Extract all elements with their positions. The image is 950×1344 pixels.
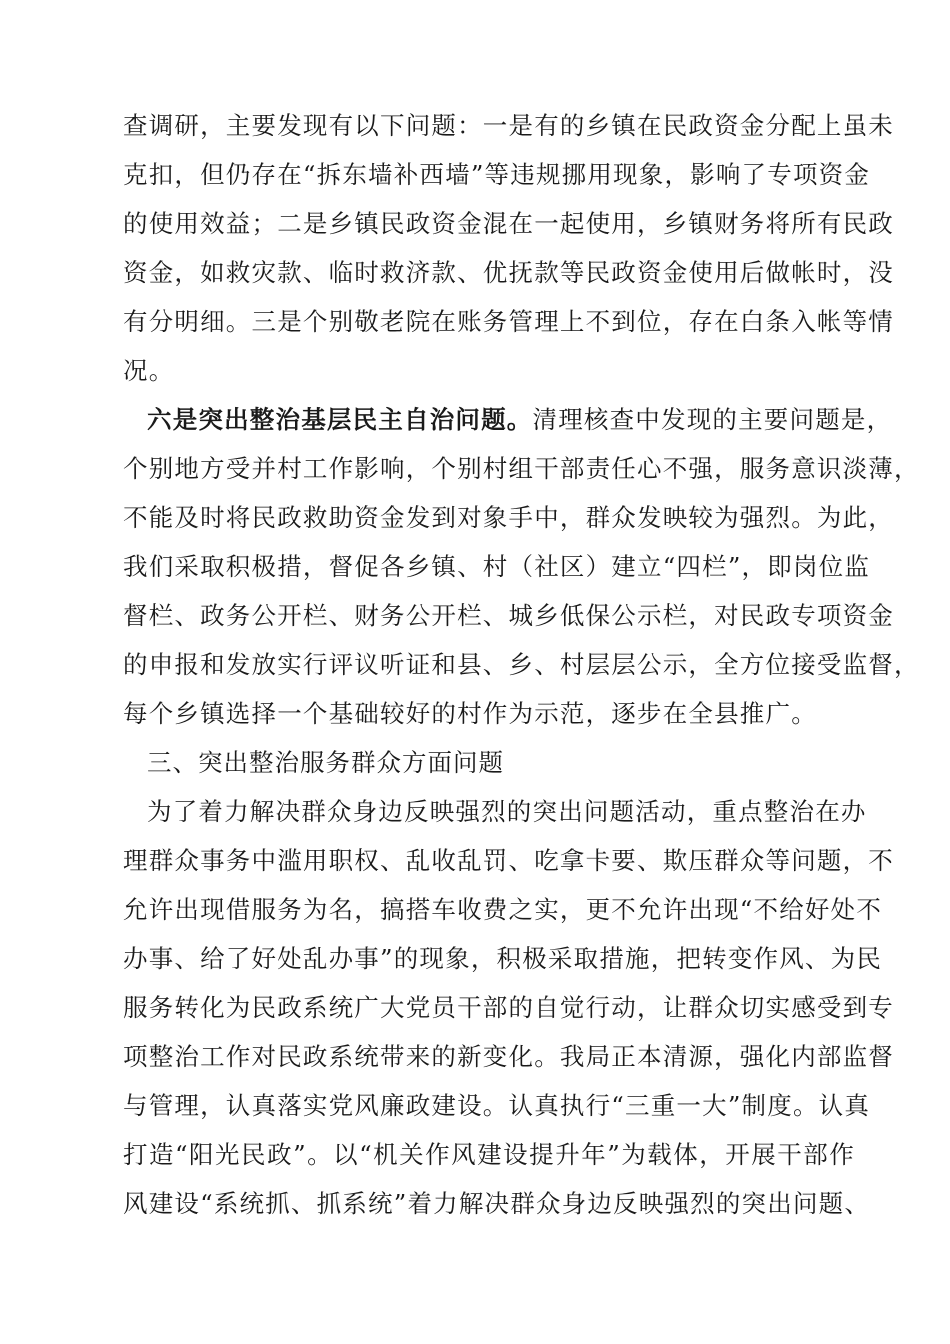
paragraph-3-line-9: 风建设“系统抓、抓系统”着力解决群众身边反映强烈的突出问题、 — [123, 1189, 871, 1218]
paragraph-3-line-4: 办事、给了好处乱办事”的现象，积极采取措施，把转变作风、为民 — [123, 944, 883, 973]
paragraph-1-line-5: 有分明细。三是个别敬老院在账务管理上不到位，存在白条入帐等情 — [123, 307, 894, 336]
document-body — [123, 101, 920, 1228]
section-heading-3: 三、突出整治服务群众方面问题 — [147, 748, 504, 777]
paragraph-2-line-3: 不能及时将民政救助资金发到对象手中，群众发映较为强烈。为此， — [123, 503, 894, 532]
paragraph-3-line-8: 打造“阳光民政”。以“机关作风建设提升年”为载体，开展干部作 — [123, 1140, 855, 1169]
paragraph-1-line-2: 克扣，但仍存在“拆东墙补西墙”等违规挪用现象，影响了专项资金 — [123, 160, 871, 189]
paragraph-3-line-7: 与管理，认真落实党风廉政建设。认真执行“三重一大”制度。认真 — [123, 1091, 871, 1120]
paragraph-3-line-6: 项整治工作对民政系统带来的新变化。我局正本清源，强化内部监督 — [123, 1042, 894, 1071]
paragraph-3-line-1: 为了着力解决群众身边反映强烈的突出问题活动，重点整治在办 — [147, 797, 867, 826]
paragraph-2-first-rest: 清理核查中发现的主要问题是， — [532, 405, 893, 434]
paragraph-2-line-1 — [123, 395, 893, 444]
paragraph-1-line-3: 的使用效益；二是乡镇民政资金混在一起使用，乡镇财务将所有民政 — [123, 209, 894, 238]
paragraph-2-line-2: 个别地方受并村工作影响，个别村组干部责任心不强，服务意识淡薄， — [123, 454, 920, 483]
paragraph-3-line-3: 允许出现借服务为名，搞搭车收费之实，更不允许出现“不给好处不 — [123, 895, 883, 924]
paragraph-2-line-5: 督栏、政务公开栏、财务公开栏、城乡低保公示栏，对民政专项资金 — [123, 601, 894, 630]
paragraph-2-line-4: 我们采取积极措，督促各乡镇、村（社区）建立“四栏”，即岗位监 — [123, 552, 871, 581]
paragraph-3-line-2: 理群众事务中滥用职权、乱收乱罚、吃拿卡要、欺压群众等问题，不 — [123, 846, 894, 875]
paragraph-3-line-5: 服务转化为民政系统广大党员干部的自觉行动，让群众切实感受到专 — [123, 993, 894, 1022]
paragraph-1-line-4: 资金，如救灾款、临时救济款、优抚款等民政资金使用后做帐时，没 — [123, 258, 894, 287]
paragraph-1-line-6: 况。 — [123, 356, 175, 385]
paragraph-2-bold-lead: 六是突出整治基层民主自治问题。 — [147, 405, 533, 434]
paragraph-2-line-6: 的申报和发放实行评议听证和县、乡、村层层公示，全方位接受监督， — [123, 650, 920, 679]
paragraph-2-line-7: 每个乡镇选择一个基础较好的村作为示范，逐步在全县推广。 — [123, 699, 817, 728]
paragraph-1-line-1: 查调研，主要发现有以下问题：一是有的乡镇在民政资金分配上虽未 — [123, 111, 894, 140]
